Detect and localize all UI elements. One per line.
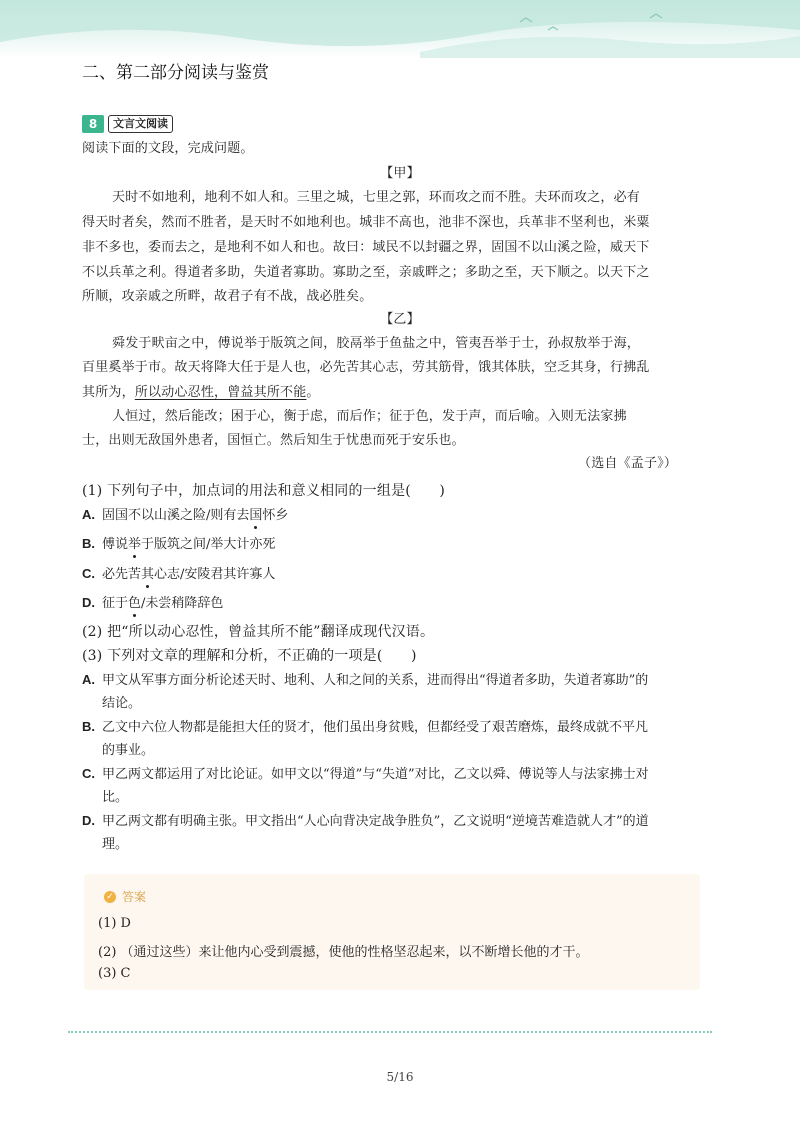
- option-text: 怀乡: [262, 508, 289, 523]
- dotted-char: 其: [141, 567, 155, 582]
- option-label: B.: [82, 536, 95, 551]
- option-label: A.: [82, 507, 95, 522]
- option-text: 傅说: [102, 537, 129, 552]
- q3-option-a: [82, 669, 648, 688]
- passage-a-line: 非不多也，委而去之，是地利不如人和也。故曰：域民不以封疆之界，固国不以山溪之险，威天下: [82, 240, 650, 255]
- option-text: 征于: [102, 596, 129, 611]
- option-text: 甲乙两文都有明确主张。甲文指出“人心向背决定战争胜负”，乙文说明“逆境苦难造就人才”的道: [102, 814, 649, 829]
- underlined-sentence: 所以动心忍性，曾益其所不能: [134, 385, 307, 400]
- passage-a-line: 天时不如地利，地利不如人和。三里之城，七里之郭，环而攻之而不胜。夫环而攻之，必有: [112, 190, 641, 205]
- q1-stem: (1) 下列句子中，加点词的用法和意义相同的一组是( ): [82, 483, 446, 499]
- option-text: 甲乙两文都运用了对比论证。如甲文以“得道”与“失道”对比，乙文以舜、傅说等人与法家拂士对: [102, 767, 649, 782]
- question-number: 8: [82, 115, 104, 133]
- passage-b-line: 人恒过，然后能改；困于心，衡于虑，而后作；征于色，发于声，而后喻。入则无法家拂: [112, 409, 627, 424]
- q1-option-a: [82, 504, 288, 523]
- option-text: /未尝稍降辞色: [141, 596, 224, 611]
- check-icon: ✓: [104, 891, 116, 903]
- q3-stem: (3) 下列对文章的理解和分析，不正确的一项是( ): [82, 648, 417, 664]
- option-label: A.: [82, 672, 95, 687]
- option-text: 于版筑之间/举大计亦死: [141, 537, 276, 552]
- option-text-continued: 比。: [102, 790, 129, 805]
- option-label: C.: [82, 766, 95, 781]
- option-text-continued: 理。: [102, 837, 129, 852]
- passage-b-heading: 【乙】: [380, 312, 420, 327]
- q3-option-b: [82, 716, 648, 735]
- q1-option-b: [82, 533, 275, 552]
- option-label: B.: [82, 719, 95, 734]
- question-tag: 文言文阅读: [108, 115, 173, 133]
- passage-a-line: 得天时者矣，然而不胜者，是天时不如地利也。城非不高也，池非不深也，兵革非不坚利也，米粟: [82, 215, 650, 230]
- instruction: 阅读下面的文段，完成问题。: [82, 141, 254, 156]
- passage-a-line: 所顺，攻亲戚之所畔，故君子有不战，战必胜矣。: [82, 289, 373, 304]
- passage-a-line: 不以兵革之利。得道者多助，失道者寡助。寡助之至，亲戚畔之；多助之至，天下顺之。以天下之: [82, 265, 650, 280]
- answer-label: 答案: [122, 890, 147, 904]
- q3-option-c: [82, 763, 649, 782]
- option-text-continued: 结论。: [102, 696, 142, 711]
- q2-stem: (2) 把“所以动心忍性，曾益其所不能”翻译成现代汉语。: [82, 624, 435, 640]
- answer-box: [84, 874, 700, 990]
- source-citation: （选自《孟子》）: [578, 456, 678, 471]
- answer-line: (2) （通过这些）来让他内心受到震撼，使他的性格坚忍起来，以不断增长他的才干。: [98, 945, 589, 960]
- option-text: 乙文中六位人物都是能担大任的贤才，他们虽出身贫贱，但都经受了艰苦磨炼，最终成就不平凡: [102, 720, 649, 735]
- answer-line: (3) C: [98, 966, 131, 981]
- dotted-divider: [68, 1031, 712, 1033]
- option-text: 心志/安陵君其许寡人: [154, 567, 276, 582]
- option-text-continued: 的事业。: [102, 743, 155, 758]
- passage-b-line: 百里奚举于市。故天将降大任于是人也，必先苦其心志，劳其筋骨，饿其体肤，空乏其身，行拂乱: [82, 360, 650, 375]
- q1-option-c: [82, 563, 275, 582]
- option-label: C.: [82, 566, 95, 581]
- wave-decoration: [0, 0, 800, 58]
- passage-b-line: 士，出则无敌国外患者，国恒亡。然后知生于忧患而死于安乐也。: [82, 433, 465, 448]
- passage-b-line: 舜发于畎亩之中，傅说举于版筑之间，胶鬲举于鱼盐之中，管夷吾举于士，孙叔敖举于海，: [112, 336, 641, 351]
- section-title: 二、第二部分阅读与鉴赏: [82, 63, 269, 83]
- option-text: 必先苦: [102, 567, 142, 582]
- page-number: 5/16: [386, 1070, 414, 1084]
- question-header: [82, 114, 173, 134]
- passage-a-heading: 【甲】: [380, 166, 420, 181]
- passage-b-line3-prefix: 其所为，: [82, 385, 135, 400]
- q3-option-d: [82, 810, 649, 829]
- dotted-char: 举: [128, 537, 142, 552]
- option-label: D.: [82, 595, 95, 610]
- option-label: D.: [82, 813, 95, 828]
- passage-b-line3-suffix: 。: [306, 385, 320, 400]
- dotted-char: 色: [128, 596, 142, 611]
- answer-line: (1) D: [98, 916, 131, 931]
- q1-option-d: [82, 592, 223, 611]
- dotted-char: 国: [249, 508, 263, 523]
- top-banner: [0, 0, 800, 58]
- option-text: 甲文从军事方面分析论述天时、地利、人和之间的关系，进而得出“得道者多助，失道者寡助”的: [102, 673, 649, 688]
- answer-header: [104, 888, 146, 905]
- passage-b-line: [82, 381, 320, 400]
- option-text: 固国不以山溪之险/则有去: [102, 508, 250, 523]
